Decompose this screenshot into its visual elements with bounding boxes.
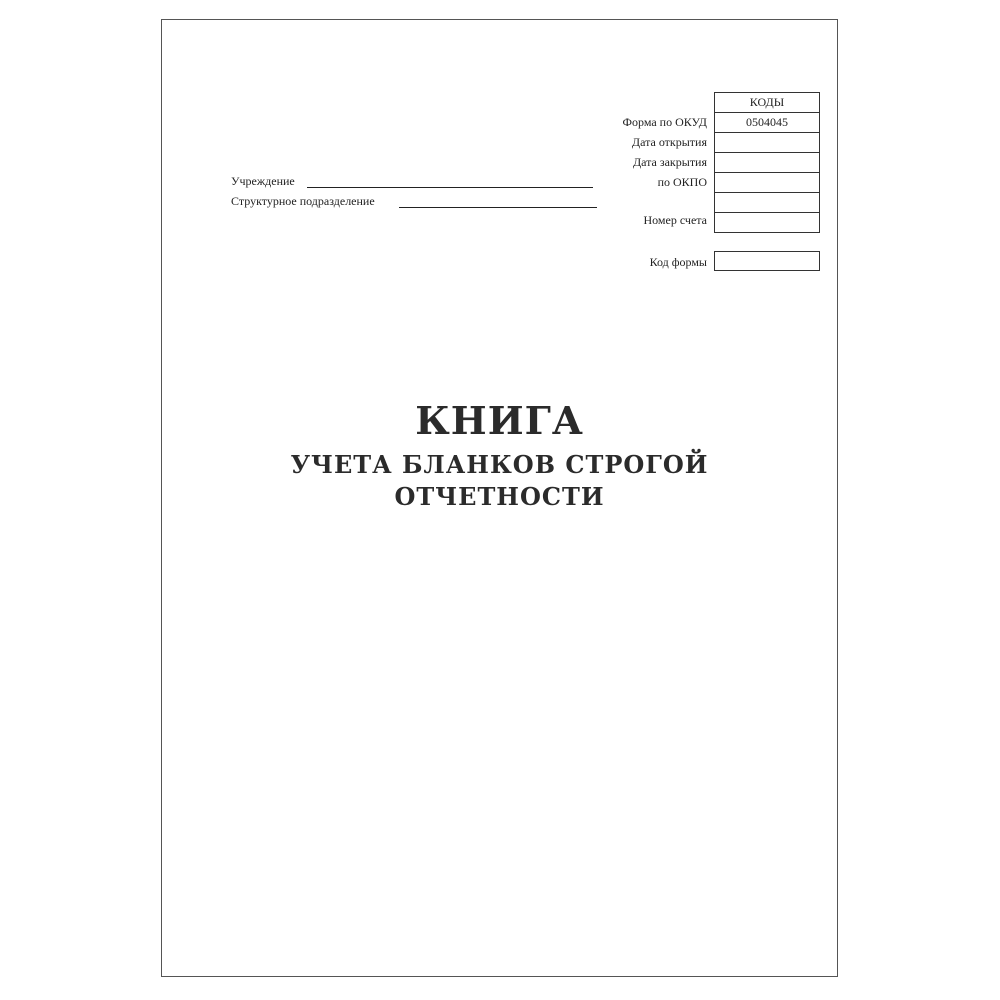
close-date-cell: [715, 153, 820, 173]
subdivision-label: Структурное подразделение: [231, 194, 375, 208]
okpo-cell: [715, 173, 820, 193]
open-date-label: Дата открытия: [631, 135, 707, 149]
account-number-cell: [715, 213, 820, 233]
document-page: [161, 19, 838, 977]
institution-field-line: [307, 187, 593, 188]
codes-table: [714, 92, 820, 233]
account-number-label: Номер счета: [643, 213, 707, 227]
codes-header: КОДЫ: [715, 93, 820, 113]
okpo-label: по ОКПО: [657, 175, 707, 189]
form-code-label: Код формы: [649, 255, 707, 269]
title-subtitle-line1: УЧЕТА БЛАНКОВ СТРОГОЙ: [290, 450, 709, 479]
title-subtitle-line2: ОТЧЕТНОСТИ: [394, 482, 605, 511]
close-date-label: Дата закрытия: [632, 155, 707, 169]
okud-code-cell: 0504045: [715, 113, 820, 133]
subdivision-field-line: [399, 207, 597, 208]
title-main: КНИГА: [415, 398, 584, 443]
open-date-cell: [715, 133, 820, 153]
form-code-box: [714, 251, 820, 271]
institution-label: Учреждение: [231, 174, 295, 188]
okud-label: Форма по ОКУД: [622, 115, 707, 129]
extra-code-cell: [715, 193, 820, 213]
